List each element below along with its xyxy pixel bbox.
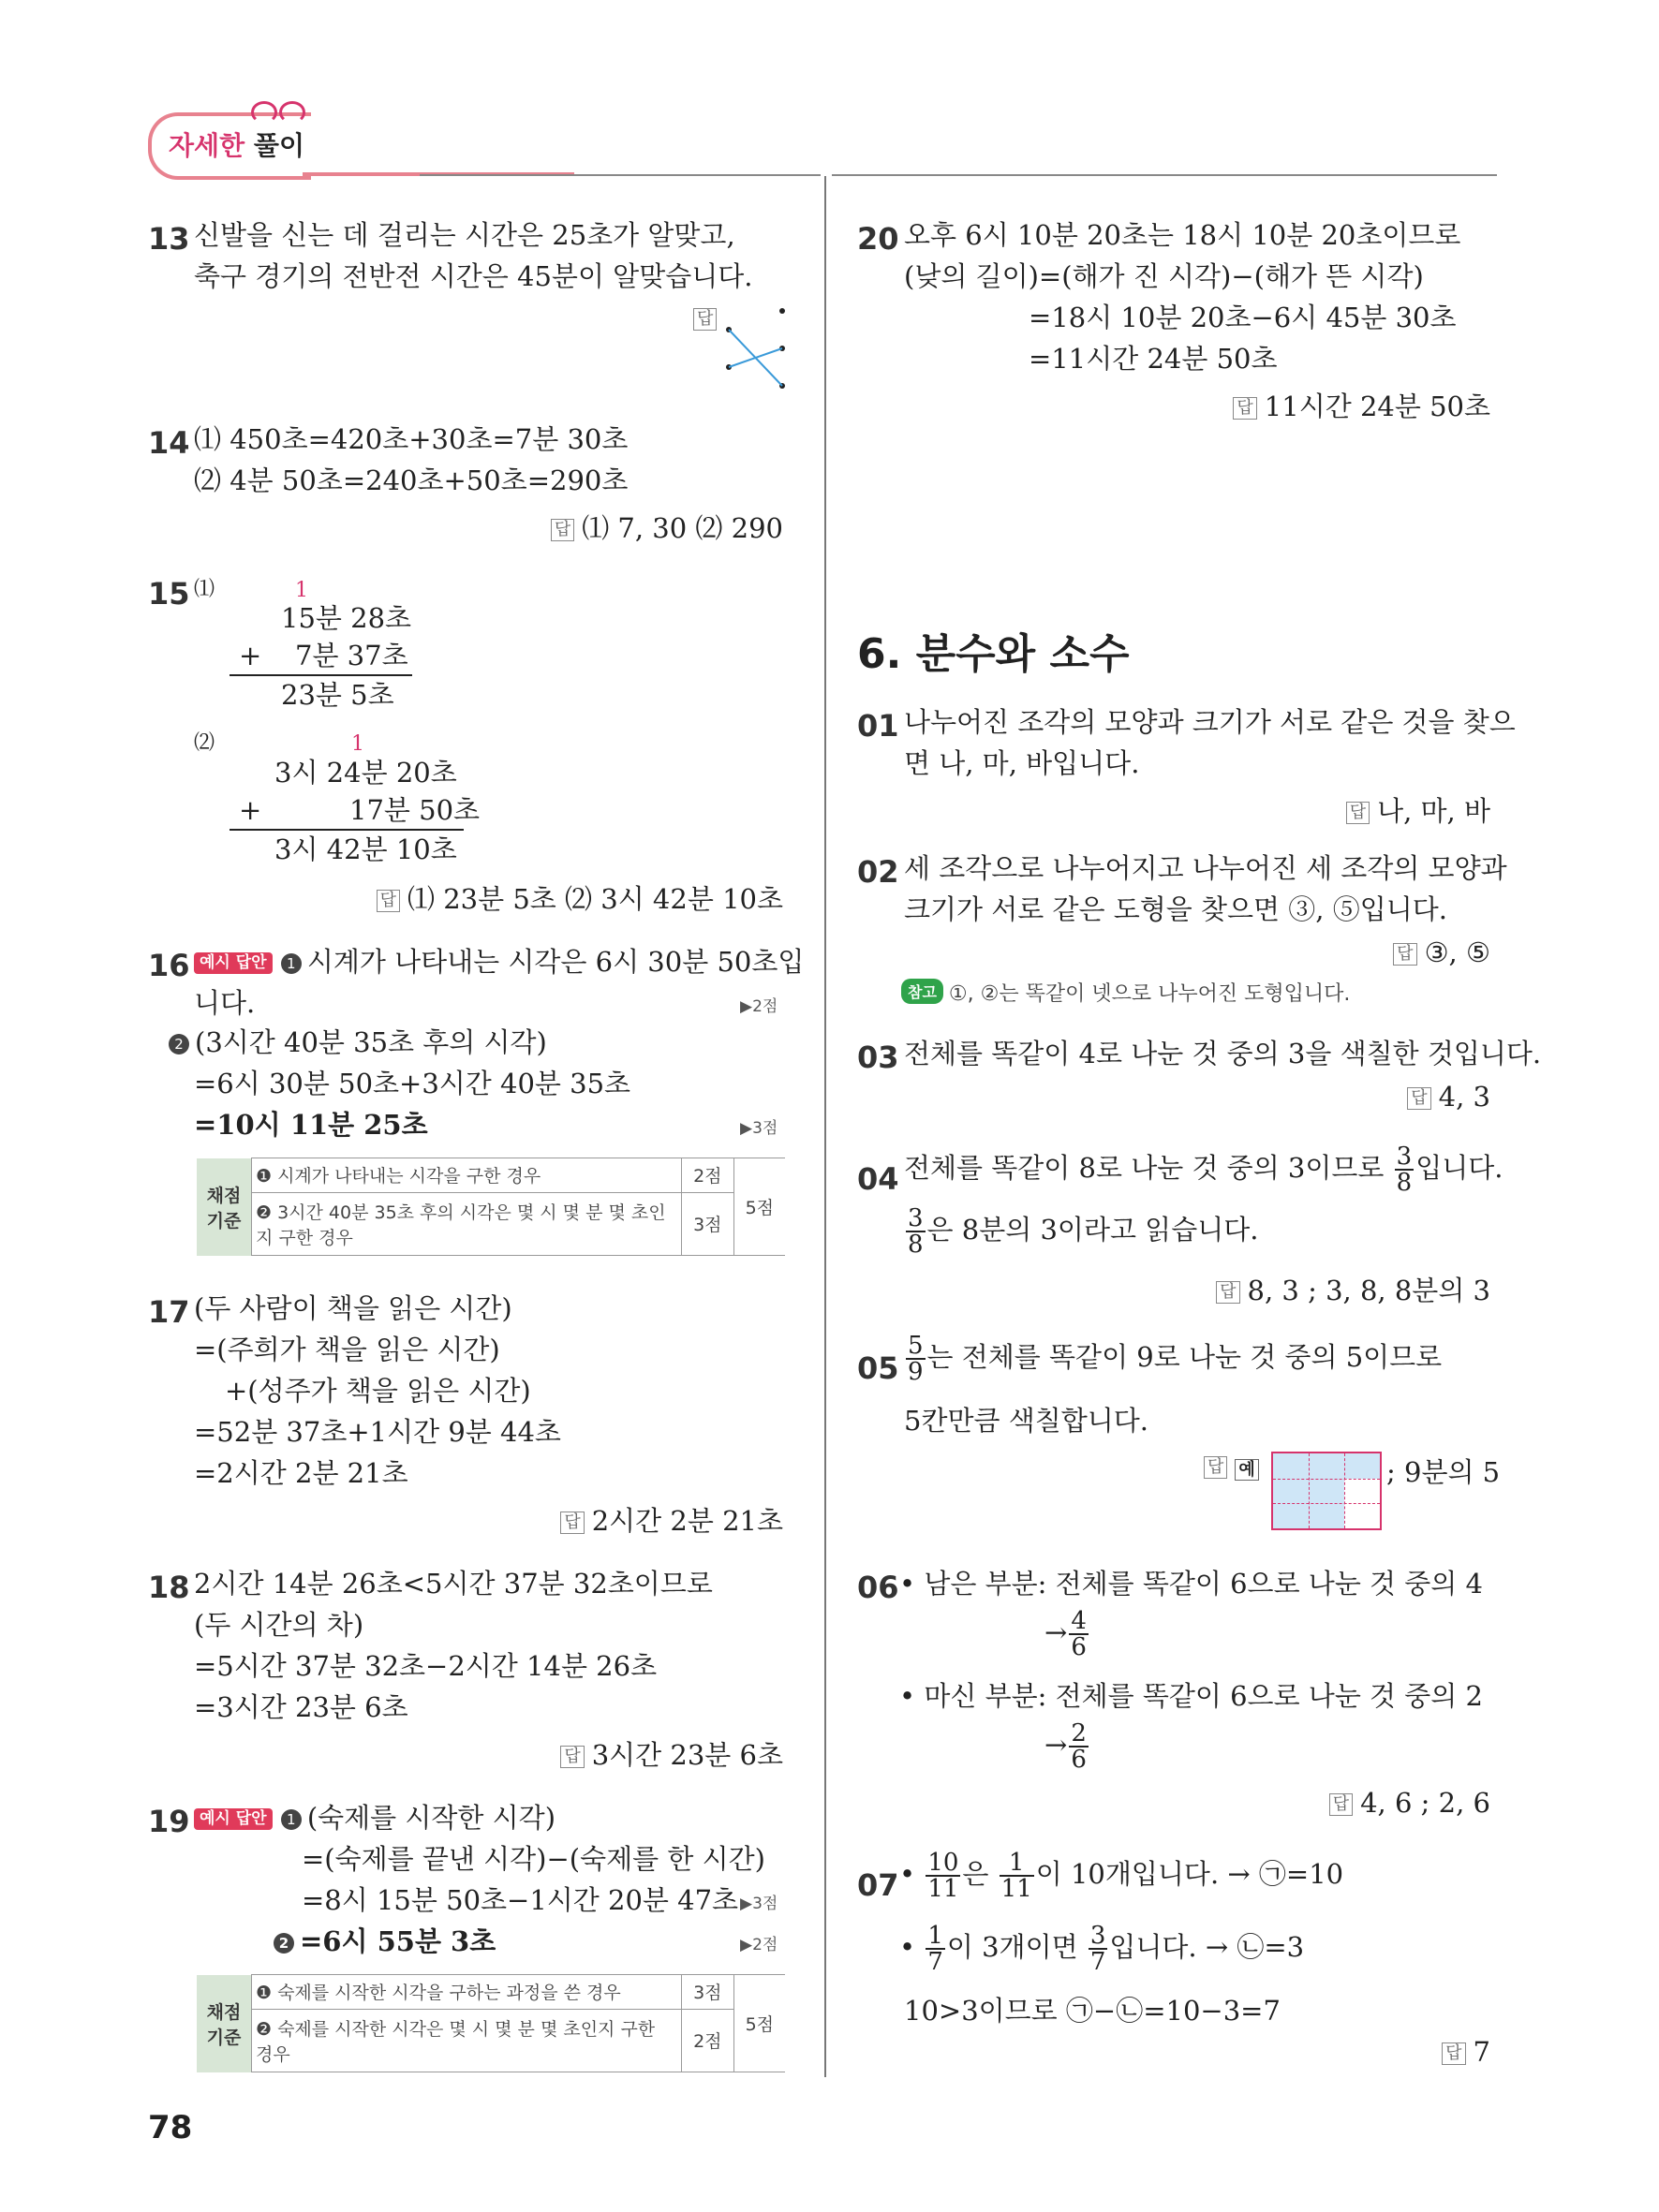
- q04-number: 04: [857, 1161, 899, 1197]
- q15-answer: ⑴ 23분 5초 ⑵ 3시 42분 10초: [407, 883, 783, 915]
- q16-line4: =6시 30분 50초+3시간 40분 35초: [194, 1068, 631, 1099]
- q02-line1: 세 조각으로 나누어지고 나누어진 세 조각의 모양과: [904, 852, 1507, 884]
- header-rule: [420, 174, 821, 176]
- q06-number: 06: [857, 1570, 899, 1605]
- q07-text3: 이 3개이면: [946, 1931, 1078, 1963]
- criteria-total: 5점: [733, 1158, 785, 1256]
- q02-line2: 크기가 서로 같은 도형을 찾으면 ③, ⑤입니다.: [904, 893, 1447, 925]
- q15-part2-row2: 17분 50초: [349, 794, 481, 826]
- answer-badge: 답: [1442, 2042, 1465, 2065]
- q18-line1: 2시간 14분 26초<5시간 37분 32초이므로: [194, 1568, 713, 1600]
- answer-badge: 답: [377, 890, 400, 912]
- answer-badge: 답: [560, 1512, 584, 1534]
- q07-text1: 은: [962, 1858, 989, 1890]
- q15-part2-label: ⑵: [194, 731, 215, 755]
- q19-points1: ▶3점: [740, 1895, 778, 1913]
- header-label-suffix: 풀이: [244, 130, 305, 161]
- bullet: •: [899, 1858, 916, 1890]
- q18-answer: 3시간 23분 6초: [591, 1739, 783, 1771]
- q17-line4: =52분 37초+1시간 9분 44초: [194, 1416, 561, 1448]
- q15-part1-carry: 1: [295, 579, 308, 602]
- q15-part1-op: +: [239, 640, 262, 671]
- q07-number: 07: [857, 1867, 899, 1903]
- q03-answer: 4, 3: [1438, 1081, 1490, 1113]
- q14-line2: ⑵ 4분 50초=240초+50초=290초: [194, 465, 629, 496]
- q15-number: 15: [148, 576, 190, 612]
- q16-line1: 시계가 나타내는 시각은 6시 30분 50초입: [306, 946, 805, 978]
- q20-number: 20: [857, 221, 899, 257]
- fraction: $\frac{5}{9}$: [908, 1332, 924, 1386]
- q17-line3: +(성주가 책을 읽은 시간): [225, 1375, 531, 1407]
- arrow: →: [1044, 1729, 1068, 1761]
- q03-line1: 전체를 똑같이 4로 나눈 것 중의 3을 색칠한 것입니다.: [904, 1038, 1542, 1069]
- answer-badge: 답: [1346, 802, 1370, 824]
- criteria-label: 채점 기준: [197, 1158, 252, 1256]
- q13-line2: 축구 경기의 전반전 시간은 45분이 알맞습니다.: [194, 260, 753, 292]
- q17-line1: (두 사람이 책을 읽은 시간): [194, 1292, 512, 1324]
- q06-bullet1: • 남은 부분: 전체를 똑같이 6으로 나눈 것 중의 4: [899, 1568, 1483, 1600]
- page-number: 78: [148, 2109, 193, 2146]
- sum-line: [230, 674, 412, 676]
- fraction: $\frac{3}{7}$: [1089, 1922, 1106, 1976]
- q15-part1-label: ⑴: [194, 578, 215, 601]
- q18-line4: =3시간 23분 6초: [194, 1691, 408, 1723]
- q06-bullet2: • 마신 부분: 전체를 똑같이 6으로 나눈 것 중의 2: [899, 1680, 1483, 1712]
- header-badge: [148, 112, 420, 178]
- fraction: $\frac{10}{11}$: [927, 1849, 959, 1903]
- q07-text4: 입니다. → ㉡=3: [1109, 1931, 1305, 1963]
- q14-answer: ⑴ 7, 30 ⑵ 290: [582, 512, 783, 544]
- q20-line3: =18시 10분 20초−6시 45분 30초: [1029, 302, 1457, 333]
- q20-answer: 11시간 24분 50초: [1264, 391, 1490, 422]
- step1-marker: 1: [281, 1809, 302, 1830]
- shaded-grid-figure: [1271, 1452, 1382, 1530]
- q13-line1: 신발을 신는 데 걸리는 시간은 25초가 알맞고,: [194, 219, 735, 251]
- matching-lines-diagram: [721, 300, 787, 389]
- step2-marker: 2: [169, 1034, 189, 1054]
- criteria-row1-points: 3점: [682, 1975, 734, 2010]
- q16-points2: ▶3점: [740, 1119, 778, 1138]
- q17-line2: =(주희가 책을 읽은 시간): [194, 1334, 500, 1365]
- answer-badge: 답: [1204, 1456, 1227, 1479]
- header-label-prefix: 자세한: [169, 130, 245, 161]
- criteria-row1: ❶ 시계가 나타내는 시각을 구한 경우: [252, 1158, 682, 1193]
- bullet: •: [899, 1931, 916, 1963]
- criteria-row2: ❷ 숙제를 시작한 시각은 몇 시 몇 분 몇 초인지 구한 경우: [252, 2009, 682, 2072]
- q15-part1-row3: 23분 5초: [281, 679, 394, 711]
- answer-badge: 답: [1329, 1793, 1353, 1816]
- criteria-row1-points: 2점: [682, 1158, 734, 1193]
- q18-number: 18: [148, 1570, 190, 1605]
- scoring-criteria-table: [197, 1158, 785, 1256]
- q04-line1a: 전체를 똑같이 8로 나눈 것 중의 3이므로: [904, 1152, 1393, 1184]
- section-title: 6. 분수와 소수: [857, 630, 1130, 678]
- answer-badge: 답: [1407, 1087, 1430, 1110]
- q20-line4: =11시간 24분 50초: [1029, 343, 1278, 375]
- criteria-row1: ❶ 숙제를 시작한 시각을 구하는 과정을 쓴 경우: [252, 1975, 682, 2010]
- q20-line2: (낮의 길이)=(해가 진 시각)−(해가 뜬 시각): [904, 260, 1424, 292]
- q01-line1: 나누어진 조각의 모양과 크기가 서로 같은 것을 찾으: [904, 706, 1516, 738]
- answer-badge: 답: [560, 1746, 584, 1768]
- q19-line4: =6시 55분 3초: [300, 1925, 496, 1957]
- q04-answer: 8, 3 ; 3, 8, 8분의 3: [1247, 1275, 1490, 1306]
- q19-line2: =(숙제를 끝낸 시각)−(숙제를 한 시간): [302, 1843, 765, 1875]
- q18-line3: =5시간 37분 32초−2시간 14분 26초: [194, 1650, 658, 1682]
- q05-answer: ; 9분의 5: [1386, 1456, 1501, 1488]
- criteria-label: 채점 기준: [197, 1975, 252, 2072]
- q01-number: 01: [857, 708, 899, 744]
- q15-part2-row3: 3시 42분 10초: [274, 833, 457, 865]
- step2-marker: 2: [274, 1933, 294, 1954]
- column-divider: [824, 176, 826, 2077]
- q05-number: 05: [857, 1350, 899, 1386]
- q17-number: 17: [148, 1294, 190, 1330]
- q15-part2-row1: 3시 24분 20초: [274, 757, 457, 789]
- answer-badge: 답: [693, 308, 717, 331]
- scoring-criteria-table: [197, 1974, 785, 2072]
- fraction: $\frac{1}{7}$: [927, 1922, 943, 1976]
- q02-note: ①, ②는 똑같이 넷으로 나누어진 도형입니다.: [948, 982, 1351, 1006]
- q01-answer: 나, 마, 바: [1377, 795, 1490, 827]
- q07-line3: 10>3이므로 ㉠−㉡=10−3=7: [904, 1995, 1281, 2027]
- answer-badge: 답: [1233, 397, 1256, 420]
- q15-part2-op: +: [239, 794, 262, 826]
- q16-line5: =10시 11분 25초: [194, 1109, 428, 1141]
- q16-points1: ▶2점: [740, 997, 778, 1016]
- criteria-row2-points: 3점: [682, 1192, 734, 1255]
- q14-number: 14: [148, 425, 190, 461]
- q17-answer: 2시간 2분 21초: [591, 1505, 783, 1537]
- q16-number: 16: [148, 948, 190, 983]
- fraction: $\frac{3}{8}$: [1396, 1143, 1413, 1197]
- q14-line1: ⑴ 450초=420초+30초=7분 30초: [194, 423, 629, 455]
- q16-line3: (3시간 40분 35초 후의 시각): [195, 1026, 547, 1058]
- q07-text2: 이 10개입니다. → ㉠=10: [1035, 1858, 1344, 1890]
- criteria-row2: ❷ 3시간 40분 35초 후의 시각은 몇 시 몇 분 몇 초인지 구한 경우: [252, 1192, 682, 1255]
- fraction: $\frac{2}{6}$: [1071, 1719, 1087, 1774]
- q15-part1-row1: 15분 28초: [281, 602, 412, 634]
- q06-answer: 4, 6 ; 2, 6: [1360, 1787, 1490, 1819]
- fraction: $\frac{1}{11}$: [1000, 1849, 1032, 1903]
- q05-line2: 5칸만큼 색칠합니다.: [904, 1405, 1148, 1437]
- q17-line5: =2시간 2분 21초: [194, 1457, 408, 1489]
- arrow: →: [1044, 1616, 1068, 1648]
- q04-line1b: 입니다.: [1415, 1152, 1503, 1184]
- q19-line1: (숙제를 시작한 시각): [306, 1802, 556, 1834]
- q02-answer: ③, ⑤: [1424, 936, 1490, 968]
- q02-number: 02: [857, 854, 899, 890]
- q16-line2: 니다.: [194, 987, 256, 1019]
- q20-line1: 오후 6시 10분 20초는 18시 10분 20초이므로: [904, 219, 1461, 251]
- q15-part2-carry: 1: [351, 732, 364, 756]
- eyes-icon: [251, 101, 307, 120]
- q13-number: 13: [148, 221, 190, 257]
- q04-line2b: 은 8분의 3이라고 읽습니다.: [926, 1214, 1259, 1246]
- answer-badge: 답: [1393, 943, 1416, 966]
- example-answer-tag: 예시 답안: [194, 1808, 273, 1830]
- q18-line2: (두 시간의 차): [194, 1609, 364, 1641]
- fraction: $\frac{3}{8}$: [908, 1204, 924, 1259]
- q19-number: 19: [148, 1804, 190, 1839]
- step1-marker: 1: [281, 953, 302, 974]
- sum-line: [230, 829, 464, 831]
- note-tag: 참고: [901, 979, 943, 1004]
- q03-number: 03: [857, 1040, 899, 1075]
- fraction: $\frac{4}{6}$: [1071, 1607, 1087, 1661]
- q01-line2: 면 나, 마, 바입니다.: [904, 747, 1140, 779]
- q19-points2: ▶2점: [740, 1936, 778, 1954]
- q07-answer: 7: [1473, 2036, 1490, 2068]
- example-answer-tag: 예시 답안: [194, 952, 273, 974]
- criteria-row2-points: 2점: [682, 2009, 734, 2072]
- answer-badge: 답: [1216, 1281, 1239, 1304]
- q19-line3: =8시 15분 50초−1시간 20분 47초: [302, 1884, 739, 1916]
- example-mark: 예: [1235, 1459, 1258, 1481]
- criteria-total: 5점: [733, 1975, 785, 2072]
- q05-line1: 는 전체를 똑같이 9로 나눈 것 중의 5이므로: [926, 1341, 1443, 1373]
- answer-badge: 답: [551, 519, 574, 541]
- q15-part1-row2: 7분 37초: [295, 640, 408, 671]
- header-rule-right: [832, 174, 1497, 176]
